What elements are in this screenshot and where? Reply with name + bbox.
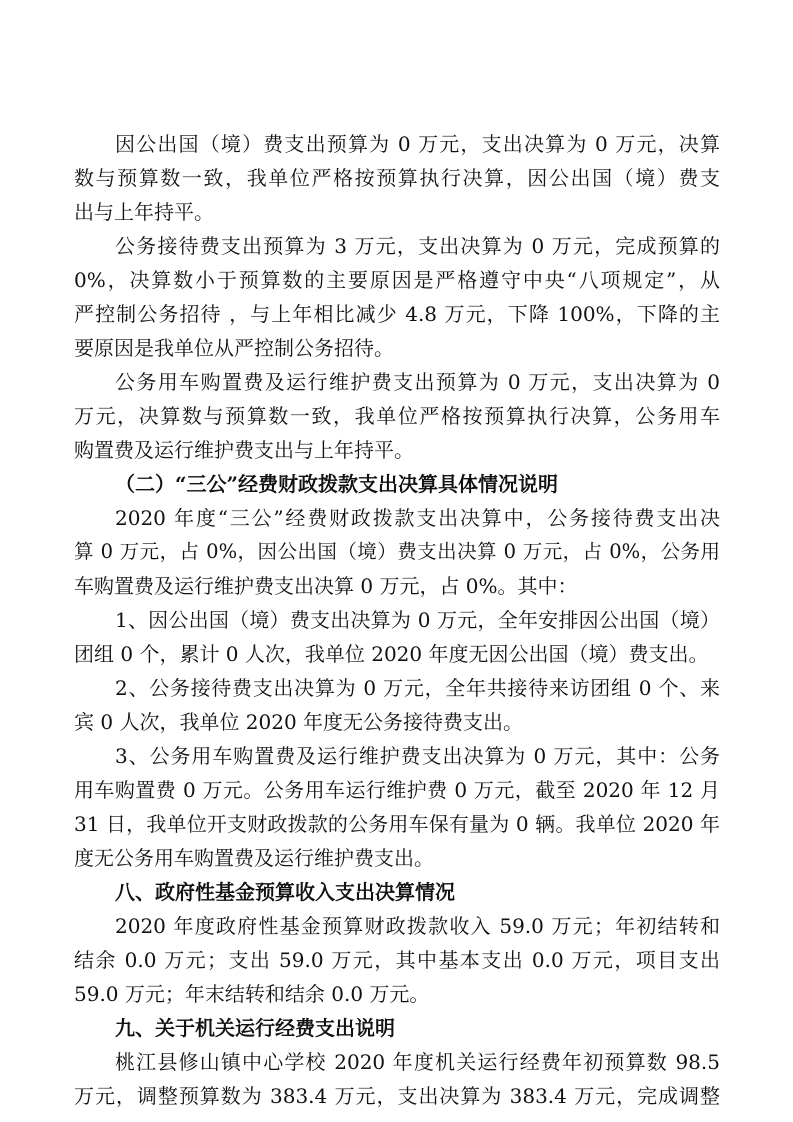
text-line: 严控制公务招待 ，与上年相比减少 4.8 万元，下降 100%，下降的主 bbox=[74, 302, 720, 326]
text-line: 车购置费及运行维护费支出决算 0 万元，占 0%。其中： bbox=[74, 574, 578, 598]
text-line: 万元，调整预算数为 383.4 万元，支出决算为 383.4 万元，完成调整 bbox=[74, 1084, 720, 1108]
section-heading: 八、政府性基金预算收入支出决算情况 bbox=[115, 880, 455, 904]
text-line: 1、因公出国（境）费支出决算为 0 万元，全年安排因公出国（境） bbox=[115, 608, 720, 632]
text-line: 2020 年度“三公”经费财政拨款支出决算中，公务接待费支出决 bbox=[115, 506, 720, 530]
text-line: 2、公务接待费支出决算为 0 万元，全年共接待来访团组 0 个、来 bbox=[115, 676, 720, 700]
text-line: 3、公务用车购置费及运行维护费支出决算为 0 万元，其中：公务 bbox=[115, 744, 720, 768]
text-line: 要原因是我单位从严控制公务招待。 bbox=[74, 336, 394, 360]
text-line: 桃江县修山镇中心学校 2020 年度机关运行经费年初预算数 98.5 bbox=[115, 1050, 720, 1074]
text-line: 结余 0.0 万元；支出 59.0 万元，其中基本支出 0.0 万元，项目支出 bbox=[74, 948, 720, 972]
section-heading: 九、关于机关运行经费支出说明 bbox=[115, 1016, 395, 1040]
text-line: 出与上年持平。 bbox=[74, 200, 214, 224]
text-line: 公务接待费支出预算为 3 万元，支出决算为 0 万元，完成预算的 bbox=[115, 234, 720, 258]
text-line: 59.0 万元；年末结转和结余 0.0 万元。 bbox=[74, 982, 430, 1006]
text-line: 购置费及运行维护费支出与上年持平。 bbox=[74, 438, 414, 462]
text-line: 因公出国（境）费支出预算为 0 万元，支出决算为 0 万元，决算 bbox=[115, 132, 720, 156]
text-line: 数与预算数一致，我单位严格按预算执行决算，因公出国（境）费支 bbox=[74, 166, 720, 190]
text-line: 万元，决算数与预算数一致，我单位严格按预算执行决算，公务用车 bbox=[74, 404, 720, 428]
text-line: 宾 0 人次，我单位 2020 年度无公务接待费支出。 bbox=[74, 710, 524, 734]
text-line: 公务用车购置费及运行维护费支出预算为 0 万元，支出决算为 0 bbox=[115, 370, 720, 394]
text-line: 31 日，我单位开支财政拨款的公务用车保有量为 0 辆。我单位 2020 年 bbox=[74, 812, 720, 836]
section-heading: （二）“三公”经费财政拨款支出决算具体情况说明 bbox=[115, 472, 559, 496]
text-line: 用车购置费 0 万元。公务用车运行维护费 0 万元，截至 2020 年 12 月 bbox=[74, 778, 720, 802]
text-line: 团组 0 个，累计 0 人次，我单位 2020 年度无因公出国（境）费支出。 bbox=[74, 642, 709, 666]
text-line: 算 0 万元，占 0%，因公出国（境）费支出决算 0 万元，占 0%，公务用 bbox=[74, 540, 720, 563]
text-line: 度无公务用车购置费及运行维护费支出。 bbox=[74, 846, 434, 870]
text-line: 2020 年度政府性基金预算财政拨款收入 59.0 万元；年初结转和 bbox=[115, 914, 720, 938]
text-line: 0%，决算数小于预算数的主要原因是严格遵守中央“八项规定”，从 bbox=[74, 268, 720, 292]
